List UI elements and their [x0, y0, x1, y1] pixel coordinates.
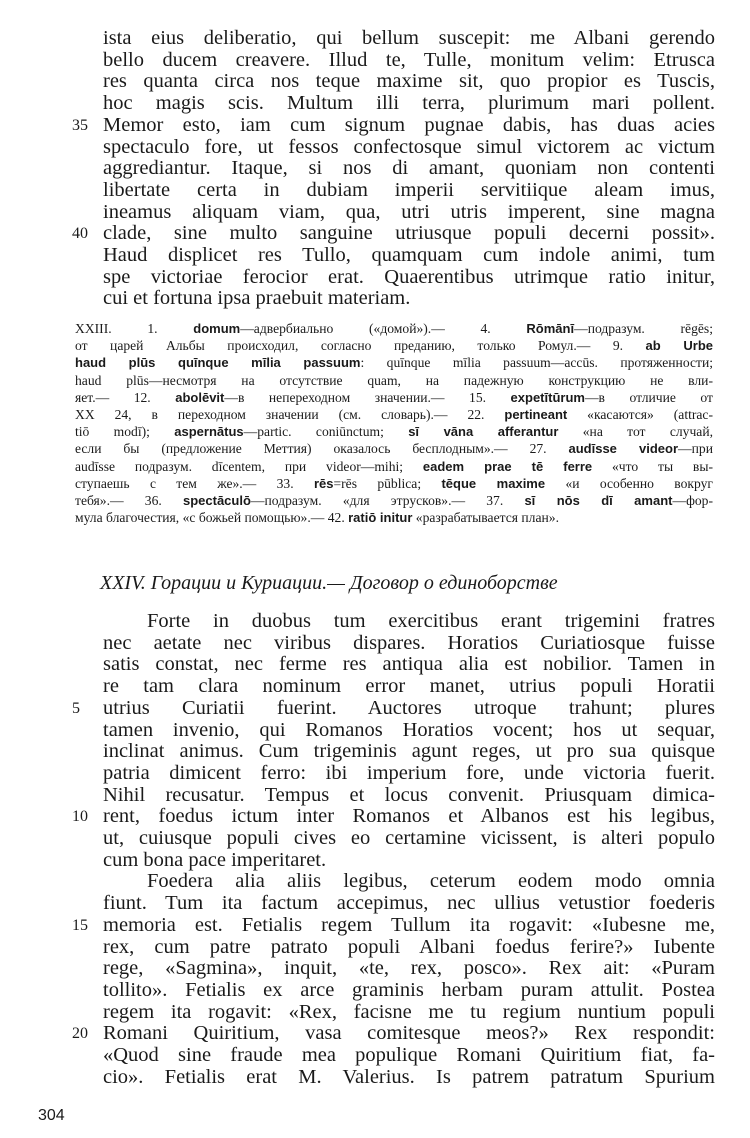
note-line	[75, 389, 713, 406]
note-line	[75, 440, 713, 457]
note-lemma: ratiō initur	[348, 510, 413, 526]
text-line: bello ducem creavere. Illud te, Tulle, monitum velim: Etrusca	[103, 48, 715, 71]
text-line: ista eius deliberatio, qui bellum suscepit: me Albani gerendo	[103, 27, 715, 49]
text-line: res quanta circa nos teque maxime sit, quo propior es Tuscis,	[103, 70, 715, 93]
note-text: тебя».— 36.	[75, 493, 183, 508]
note-text: —подразум. «для этрусков».— 37.	[250, 493, 525, 508]
note-text: ступаешь с тем же».— 33.	[75, 475, 314, 491]
text-line: Nihil recusatur. Tempus et locus convenit. Priusquam dimica-	[103, 783, 715, 806]
note-text: если бы (предложение Меттия) оказалось бесплодным».— 27.	[75, 441, 569, 457]
text-line: memoria est. Fetialis regem Tullum ita rogavit: «Iubesne me,	[103, 913, 715, 936]
text-line: regem ita rogavit: «Rex, facisne me tu regium nuntium populi	[103, 1000, 715, 1023]
text-line: fiunt. Tum ita factum accepimus, nec ullius vetustior foederis	[103, 892, 715, 915]
note-line	[75, 337, 713, 354]
note-text: —подразум. rēgēs;	[574, 321, 713, 336]
note-lemma: tēque maxime	[441, 475, 546, 491]
text-line: cio». Fetialis erat M. Valerius. Is patrem patratum Spurium	[103, 1065, 715, 1088]
text-line: hoc magis scis. Multum illi terra, plurimum mari pollent.	[103, 92, 715, 115]
note-text: «на тот случай,	[558, 424, 713, 440]
note-line	[75, 509, 713, 526]
text-line: spe victoriae ferocior erat. Quaerentibus utrimque ratio initur,	[103, 265, 715, 288]
note-line	[75, 423, 713, 440]
text-line: cum bona pace imperitaret.	[103, 848, 327, 871]
note-text: =rēs pūblica;	[333, 475, 442, 491]
note-text: —partic. coniūnctum;	[243, 424, 409, 440]
note-lemma: expetītūrum	[510, 389, 585, 405]
text-line: Foedera alia aliis legibus, ceterum eodem modo omnia	[147, 870, 715, 893]
line-number: 5	[72, 699, 80, 717]
note-lemma: Rōmānī	[526, 321, 575, 336]
note-text: —при	[678, 441, 713, 457]
text-line: cui et fortuna ipsa praebuit materiam.	[103, 287, 411, 310]
note-text: «что ты вы-	[592, 458, 714, 474]
text-line: utrius Curiatii fuerint. Auctores utroque trahunt; plures	[103, 696, 715, 719]
note-lemma: abolēvit	[175, 389, 225, 405]
note-text: яет.— 12.	[75, 389, 176, 405]
text-line: Memor esto, iam cum signum pugnae dabis, has duas acies	[103, 113, 715, 136]
note-text: : quīnque mīlia passuum—accūs. протяженности;	[360, 355, 713, 371]
text-line: ut, cuiusque populi cives eo certamine vicissent, is alteri populo	[103, 827, 715, 849]
text-line: ineamus aliquam viam, qua, utri utris imperent, sine magna	[103, 200, 715, 223]
line-number: 40	[72, 225, 88, 243]
text-line: re tam clara nominum error manet, utrius populi Horatii	[103, 675, 715, 698]
note-lemma: domum	[193, 321, 241, 336]
note-text: tiō modī);	[75, 424, 175, 440]
line-number: 15	[72, 916, 88, 934]
note-text: «касаются» (attrac-	[567, 407, 713, 422]
line-number: 10	[72, 808, 88, 826]
text-line: rex, cum patre patrato populi Albani foedus ferire?» Iubente	[103, 935, 715, 958]
note-line	[75, 354, 713, 371]
note-text: —адвербиально («домой»).— 4.	[240, 321, 527, 336]
text-line: Romani Quiritium, vasa comitesque meos?» Rex respondit:	[103, 1022, 715, 1045]
text-line: inclinat animus. Cum trigeminis agunt reges, ut pro sua quisque	[103, 740, 715, 763]
text-line: patria dimicent ferro: ibi imperium fore, unde victoria fuerit.	[103, 761, 715, 784]
note-text: от царей Альбы происходил, согласно преданию, только Ромул.— 9.	[75, 338, 646, 354]
note-text: —в непереходном значении.— 15.	[224, 389, 511, 405]
note-lemma: eadem prae tē ferre	[422, 458, 593, 474]
note-line	[75, 458, 713, 475]
text-line: aggrediantur. Itaque, si nos di amant, quoniam non contenti	[103, 157, 715, 180]
note-lemma: sī vāna afferantur	[408, 424, 559, 440]
note-text: —в отличие от	[584, 389, 713, 405]
text-line: rege, «Sagmina», inquit, «te, rex, posco». Rex ait: «Puram	[103, 957, 715, 980]
note-text: haud plūs—несмотря на отсутствие quam, на падежную конструкцию не вли-	[75, 372, 713, 388]
text-line: Haud displicet res Tullo, quamquam cum indole animi, tum	[103, 244, 715, 266]
note-lemma: sī nōs dī amant	[524, 493, 673, 508]
note-text: «разрабатывается план».	[412, 510, 559, 526]
note-line	[75, 372, 713, 389]
note-text: —фор-	[672, 493, 713, 508]
text-line: nec aetate nec viribus dispares. Horatios Curiatiosque fuisse	[103, 631, 715, 654]
note-line	[75, 492, 713, 509]
note-lemma: pertineant	[504, 407, 568, 422]
text-line: spectaculo fore, ut fessos confectosque simul victorem ac victum	[103, 135, 715, 158]
text-line: libertate certa in dubiam imperii servitiique aleam imus,	[103, 178, 715, 201]
section-heading: XXIV. Горации и Куриации.— Договор о единоборстве	[100, 572, 558, 594]
line-number: 35	[72, 116, 88, 134]
note-lemma: aspernātus	[174, 424, 244, 440]
note-lemma: haud plūs quīnque mīlia passuum	[75, 355, 361, 371]
text-line: rent, foedus ictum inter Romanos et Albanos est his legibus,	[103, 805, 715, 828]
text-line: «Quod sine fraude mea populique Romani Quiritium fiat, fa-	[103, 1044, 715, 1066]
note-text: мула благочестия, «с божьей помощью».— 42.	[75, 510, 349, 526]
text-line: tollito». Fetialis ex arce graminis herbam puram attulit. Postea	[103, 978, 715, 1001]
note-lemma: rēs	[313, 475, 334, 491]
note-text: XX 24, в переходном значении (см. словарь).— 22.	[75, 407, 505, 422]
text-line: Forte in duobus tum exercitibus erant trigemini fratres	[147, 610, 715, 632]
line-number: 20	[72, 1025, 88, 1043]
note-lemma: audīsse videor	[568, 441, 679, 457]
text-line: clade, sine multo sanguine utriusque populi decerni possit».	[103, 222, 715, 245]
note-line	[75, 320, 713, 337]
note-line	[75, 475, 713, 492]
note-text: «и особенно вокруг	[545, 475, 713, 491]
page-number: 304	[38, 1107, 65, 1124]
note-lemma: spectāculō	[182, 493, 251, 508]
note-text: audīsse подразум. dīcentem, при videor—mihi;	[75, 458, 423, 474]
note-text: XXIII. 1.	[75, 321, 194, 336]
note-line	[75, 406, 713, 423]
note-lemma: ab Urbe	[645, 338, 713, 354]
text-line: tamen invenio, qui Romanos Horatios vocent; hos ut sequar,	[103, 718, 715, 741]
text-line: satis constat, nec ferme res antiqua alia est nobilior. Tamen in	[103, 653, 715, 676]
